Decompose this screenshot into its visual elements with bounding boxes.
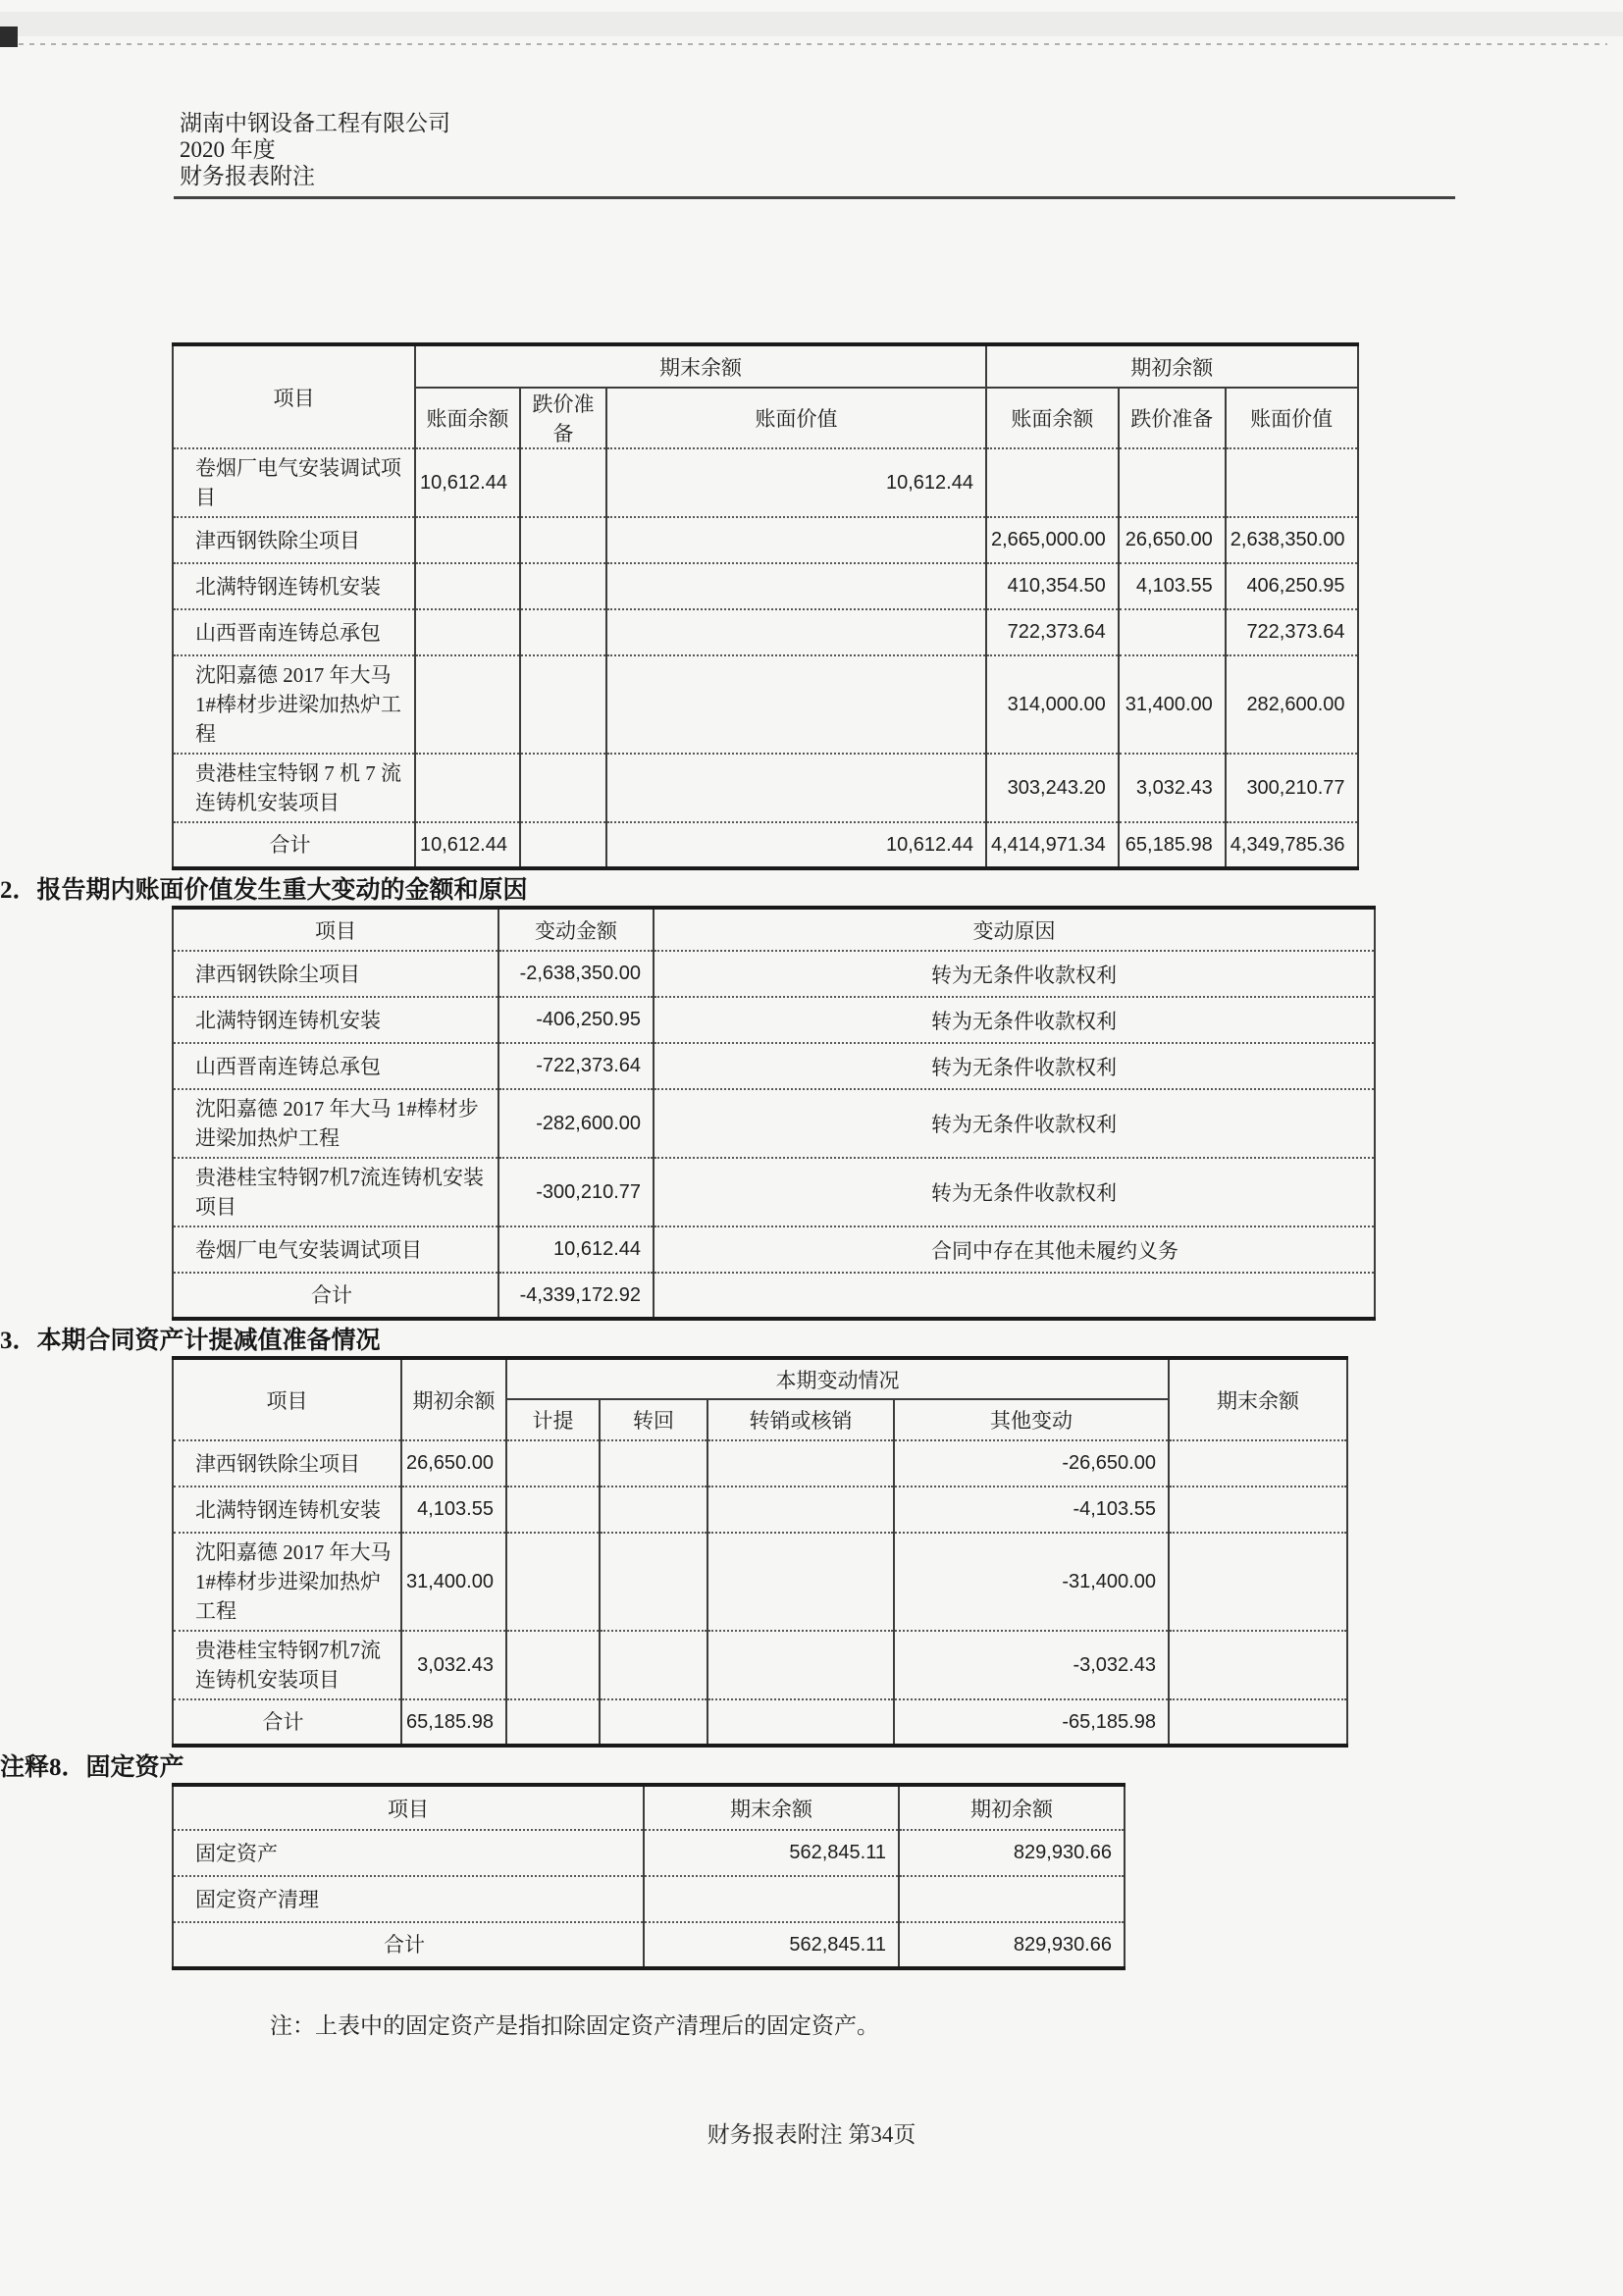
column-header-item: 项目 — [173, 908, 498, 951]
table-row — [173, 1631, 1347, 1699]
scan-artifact-corner — [0, 26, 18, 47]
reversal-cell — [600, 1440, 707, 1487]
reason-cell: 转为无条件收款权利 — [654, 1089, 1375, 1158]
value-cell: 10,612.44 — [415, 448, 520, 517]
value-cell: 406,250.95 — [1226, 563, 1358, 609]
company-name: 湖南中钢设备工程有限公司 — [180, 111, 450, 135]
item-cell: 津西钢铁除尘项目 — [173, 951, 498, 997]
item-cell: 北满特钢连铸机安装 — [173, 1487, 401, 1533]
other-change-cell: -3,032.43 — [894, 1631, 1169, 1699]
other-change-cell: -4,103.55 — [894, 1487, 1169, 1533]
column-header-ending-balance: 期末余额 — [644, 1785, 899, 1830]
value-cell — [606, 609, 986, 655]
fiscal-year: 2020 年度 — [180, 137, 276, 162]
reason-cell: 转为无条件收款权利 — [654, 997, 1375, 1043]
scan-artifact-line — [8, 43, 1607, 45]
value-cell: 2,665,000.00 — [986, 517, 1119, 563]
amount-cell: -2,638,350.00 — [498, 951, 654, 997]
item-cell: 沈阳嘉德 2017 年大马 1#棒材步进梁加热炉工程 — [173, 655, 415, 754]
table-row — [173, 1699, 1347, 1746]
value-cell: 300,210.77 — [1226, 754, 1358, 822]
reason-cell — [654, 1273, 1375, 1319]
item-cell: 津西钢铁除尘项目 — [173, 517, 415, 563]
reversal-cell — [600, 1631, 707, 1699]
beginning-balance-cell: 65,185.98 — [401, 1699, 506, 1746]
note-8-heading: 注释8．固定资产 — [0, 1754, 184, 1781]
subheader-reversal: 转回 — [600, 1399, 707, 1440]
table-row — [173, 997, 1375, 1043]
ending-balance-cell — [1169, 1631, 1347, 1699]
ending-balance-cell — [644, 1876, 899, 1922]
value-cell — [520, 609, 606, 655]
contract-asset-balance-table — [172, 342, 1359, 870]
group-header-beginning-balance: 期初余额 — [986, 344, 1358, 388]
subheader-other-changes: 其他变动 — [894, 1399, 1169, 1440]
document-title: 财务报表附注 — [180, 164, 315, 188]
ending-balance-cell: 562,845.11 — [644, 1830, 899, 1876]
beginning-balance-cell: 31,400.00 — [401, 1533, 506, 1631]
value-cell — [520, 655, 606, 754]
book-value-change-table — [172, 906, 1376, 1321]
value-cell: 3,032.43 — [1119, 754, 1226, 822]
item-cell: 固定资产 — [173, 1830, 644, 1876]
value-cell: 314,000.00 — [986, 655, 1119, 754]
writeoff-cell — [707, 1487, 894, 1533]
value-cell: 4,414,971.34 — [986, 822, 1119, 868]
accrual-cell — [506, 1631, 600, 1699]
item-cell: 贵港桂宝特钢7机7流连铸机安装项目 — [173, 1631, 401, 1699]
reason-cell: 转为无条件收款权利 — [654, 951, 1375, 997]
value-cell — [415, 517, 520, 563]
page-footer: 财务报表附注 第34页 — [707, 2122, 916, 2147]
value-cell — [520, 822, 606, 868]
table-row — [173, 1226, 1375, 1273]
table-row — [173, 951, 1375, 997]
value-cell — [415, 754, 520, 822]
reason-cell: 转为无条件收款权利 — [654, 1158, 1375, 1226]
value-cell: 410,354.50 — [986, 563, 1119, 609]
reversal-cell — [600, 1533, 707, 1631]
impairment-provision-table — [172, 1356, 1348, 1748]
table-row — [173, 1922, 1125, 1968]
reversal-cell — [600, 1487, 707, 1533]
column-header-item: 项目 — [173, 1785, 644, 1830]
subheader-writeoff: 转销或核销 — [707, 1399, 894, 1440]
item-cell: 合计 — [173, 1922, 644, 1968]
section-2-heading: 2．报告期内账面价值发生重大变动的金额和原因 — [0, 877, 528, 904]
subheader-book-value-begin: 账面价值 — [1226, 388, 1358, 448]
amount-cell: -300,210.77 — [498, 1158, 654, 1226]
item-cell: 贵港桂宝特钢7机7流连铸机安装项目 — [173, 1158, 498, 1226]
beginning-balance-cell: 26,650.00 — [401, 1440, 506, 1487]
item-cell: 沈阳嘉德 2017 年大马 1#棒材步进梁加热炉工程 — [173, 1533, 401, 1631]
item-cell: 贵港桂宝特钢 7 机 7 流连铸机安装项目 — [173, 754, 415, 822]
beginning-balance-cell: 3,032.43 — [401, 1631, 506, 1699]
reversal-cell — [600, 1699, 707, 1746]
reason-cell: 合同中存在其他未履约义务 — [654, 1226, 1375, 1273]
value-cell: 722,373.64 — [986, 609, 1119, 655]
fixed-assets-table — [172, 1783, 1126, 1970]
subheader-book-value-end: 账面价值 — [606, 388, 986, 448]
value-cell — [606, 563, 986, 609]
value-cell: 4,103.55 — [1119, 563, 1226, 609]
column-header-ending-balance: 期末余额 — [1169, 1358, 1347, 1440]
table-row — [173, 1876, 1125, 1922]
subheader-book-balance-begin: 账面余额 — [986, 388, 1119, 448]
beginning-balance-cell — [899, 1876, 1125, 1922]
value-cell — [520, 754, 606, 822]
column-header-change-reason: 变动原因 — [654, 908, 1375, 951]
column-header-beginning-balance: 期初余额 — [899, 1785, 1125, 1830]
value-cell — [1119, 448, 1226, 517]
value-cell: 31,400.00 — [1119, 655, 1226, 754]
value-cell — [606, 754, 986, 822]
value-cell — [1119, 609, 1226, 655]
value-cell: 303,243.20 — [986, 754, 1119, 822]
value-cell — [520, 563, 606, 609]
item-cell: 合计 — [173, 1699, 401, 1746]
item-cell: 津西钢铁除尘项目 — [173, 1440, 401, 1487]
item-cell: 沈阳嘉德 2017 年大马 1#棒材步进梁加热炉工程 — [173, 1089, 498, 1158]
table-row — [173, 609, 1358, 655]
value-cell — [986, 448, 1119, 517]
accrual-cell — [506, 1533, 600, 1631]
item-cell: 合计 — [173, 822, 415, 868]
column-header-change-amount: 变动金额 — [498, 908, 654, 951]
column-header-beginning-balance: 期初余额 — [401, 1358, 506, 1440]
other-change-cell: -65,185.98 — [894, 1699, 1169, 1746]
table-row — [173, 655, 1358, 754]
other-change-cell: -26,650.00 — [894, 1440, 1169, 1487]
value-cell: 10,612.44 — [415, 822, 520, 868]
value-cell: 2,638,350.00 — [1226, 517, 1358, 563]
table-row — [173, 822, 1358, 868]
table-row — [173, 754, 1358, 822]
header-divider — [174, 196, 1455, 199]
accrual-cell — [506, 1699, 600, 1746]
amount-cell: -4,339,172.92 — [498, 1273, 654, 1319]
item-cell: 卷烟厂电气安装调试项目 — [173, 1226, 498, 1273]
other-change-cell: -31,400.00 — [894, 1533, 1169, 1631]
table-row — [173, 1487, 1347, 1533]
value-cell: 10,612.44 — [606, 448, 986, 517]
writeoff-cell — [707, 1699, 894, 1746]
item-cell: 卷烟厂电气安装调试项目 — [173, 448, 415, 517]
ending-balance-cell — [1169, 1699, 1347, 1746]
value-cell: 722,373.64 — [1226, 609, 1358, 655]
table-row — [173, 1089, 1375, 1158]
value-cell: 10,612.44 — [606, 822, 986, 868]
table-row — [173, 1273, 1375, 1319]
item-cell: 北满特钢连铸机安装 — [173, 997, 498, 1043]
table-row — [173, 1830, 1125, 1876]
subheader-accrual: 计提 — [506, 1399, 600, 1440]
column-header-item: 项目 — [173, 344, 415, 448]
ending-balance-cell — [1169, 1440, 1347, 1487]
beginning-balance-cell: 4,103.55 — [401, 1487, 506, 1533]
item-cell: 合计 — [173, 1273, 498, 1319]
subheader-price-provision-begin: 跌价准备 — [1119, 388, 1226, 448]
accrual-cell — [506, 1440, 600, 1487]
writeoff-cell — [707, 1440, 894, 1487]
table-row — [173, 448, 1358, 517]
value-cell — [520, 517, 606, 563]
item-cell: 山西晋南连铸总承包 — [173, 1043, 498, 1089]
value-cell — [606, 517, 986, 563]
table-row — [173, 563, 1358, 609]
value-cell: 4,349,785.36 — [1226, 822, 1358, 868]
accrual-cell — [506, 1487, 600, 1533]
table-row — [173, 1043, 1375, 1089]
subheader-book-balance-end: 账面余额 — [415, 388, 520, 448]
table-row — [173, 1158, 1375, 1226]
column-header-item: 项目 — [173, 1358, 401, 1440]
table-row — [173, 1440, 1347, 1487]
writeoff-cell — [707, 1631, 894, 1699]
amount-cell: 10,612.44 — [498, 1226, 654, 1273]
beginning-balance-cell: 829,930.66 — [899, 1922, 1125, 1968]
group-header-current-changes: 本期变动情况 — [506, 1358, 1169, 1399]
table-row — [173, 1533, 1347, 1631]
subheader-price-provision-end: 跌价准备 — [520, 388, 606, 448]
value-cell: 26,650.00 — [1119, 517, 1226, 563]
value-cell — [520, 448, 606, 517]
item-cell: 固定资产清理 — [173, 1876, 644, 1922]
ending-balance-cell — [1169, 1487, 1347, 1533]
beginning-balance-cell: 829,930.66 — [899, 1830, 1125, 1876]
writeoff-cell — [707, 1533, 894, 1631]
value-cell: 282,600.00 — [1226, 655, 1358, 754]
value-cell — [415, 563, 520, 609]
value-cell — [415, 609, 520, 655]
amount-cell: -406,250.95 — [498, 997, 654, 1043]
amount-cell: -282,600.00 — [498, 1089, 654, 1158]
ending-balance-cell — [1169, 1533, 1347, 1631]
ending-balance-cell: 562,845.11 — [644, 1922, 899, 1968]
amount-cell: -722,373.64 — [498, 1043, 654, 1089]
scan-artifact-band — [0, 12, 1623, 36]
reason-cell: 转为无条件收款权利 — [654, 1043, 1375, 1089]
value-cell — [415, 655, 520, 754]
value-cell: 65,185.98 — [1119, 822, 1226, 868]
value-cell — [606, 655, 986, 754]
section-3-heading: 3．本期合同资产计提减值准备情况 — [0, 1328, 381, 1354]
group-header-ending-balance: 期末余额 — [415, 344, 986, 388]
item-cell: 山西晋南连铸总承包 — [173, 609, 415, 655]
table-row — [173, 517, 1358, 563]
value-cell — [1226, 448, 1358, 517]
fixed-assets-note: 注：上表中的固定资产是指扣除固定资产清理后的固定资产。 — [270, 2013, 879, 2038]
item-cell: 北满特钢连铸机安装 — [173, 563, 415, 609]
